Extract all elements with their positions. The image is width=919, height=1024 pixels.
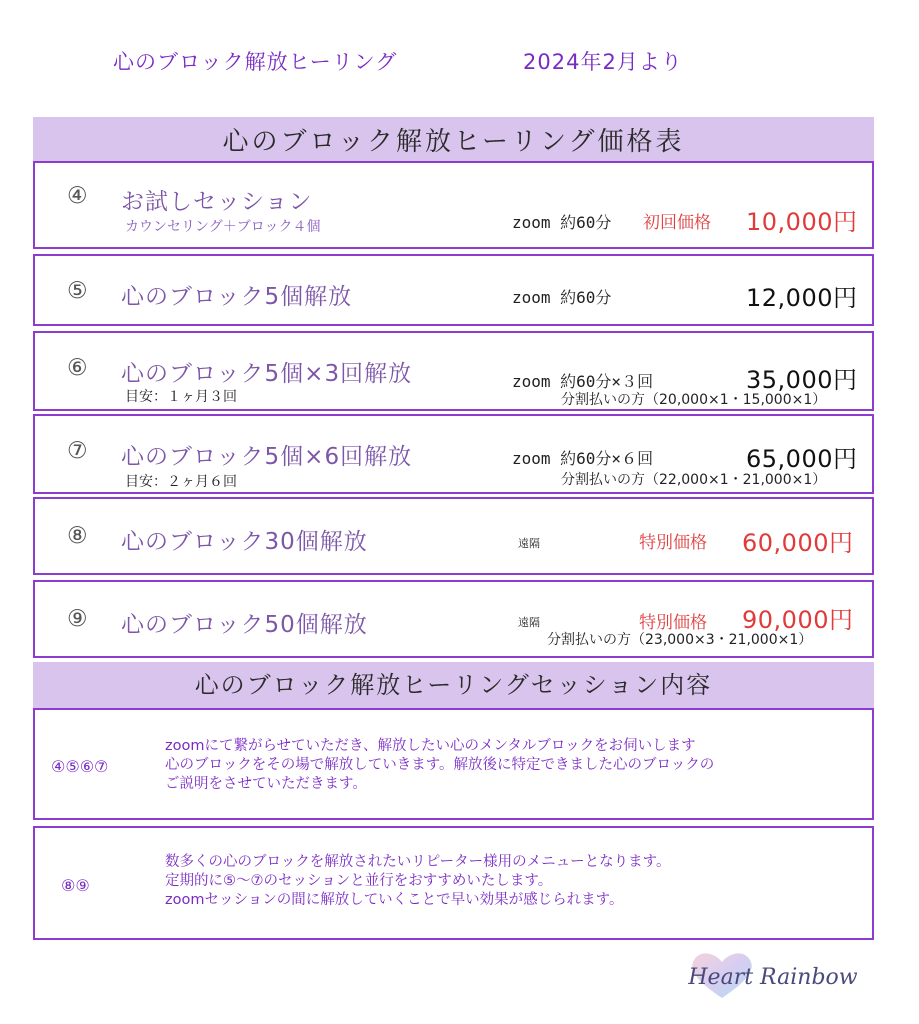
item-guide: 目安：１ヶ月３回 [125, 389, 237, 405]
content-block-89 [33, 826, 874, 940]
description-line: zoomにて繋がらせていただき、解放したい心のメンタルブロックをお伺いします [165, 738, 696, 754]
item-number: ④ [67, 183, 88, 209]
item-number: ⑧ [67, 523, 88, 549]
item-number: ⑦ [67, 438, 88, 464]
item-name: 心のブロック5個解放 [121, 284, 353, 310]
description-line: zoomセッションの間に解放していくことで早い効果が感じられます。 [165, 892, 624, 908]
content-numbers: ④⑤⑥⑦ [51, 757, 109, 776]
session-content-heading: 心のブロック解放ヒーリングセッション内容 [33, 662, 874, 708]
description-line: 定期的に⑤～⑦のセッションと並行をおすすめいたします。 [165, 873, 553, 889]
price-item-8 [33, 497, 874, 575]
installment-note: 分割払いの方（20,000×1・15,000×1） [561, 392, 827, 408]
description-line: 心のブロックをその場で解放していきます。解放後に特定できました心のブロックの [165, 757, 715, 773]
price-item-9 [33, 580, 874, 658]
page-title: 心のブロック解放ヒーリング [113, 50, 398, 74]
item-duration: zoom 約60分 [512, 213, 612, 232]
item-duration: 遠隔 [518, 616, 540, 629]
item-guide: 目安：２ヶ月６回 [125, 474, 237, 490]
item-name: 心のブロック5個×3回解放 [121, 361, 413, 387]
price-item-5 [33, 254, 874, 326]
item-number: ⑤ [67, 278, 88, 304]
item-duration: zoom 約60分×３回 [512, 372, 654, 391]
item-subtitle: カウンセリング＋ブロック４個 [125, 219, 321, 235]
item-name: 心のブロック5個×6回解放 [121, 444, 413, 470]
item-price: 90,000円 [742, 606, 854, 634]
price-item-4 [33, 161, 874, 249]
start-date: 2024年2月より [523, 50, 683, 74]
price-item-7 [33, 414, 874, 494]
logo-text: Heart Rainbow [688, 965, 858, 990]
item-price: 10,000円 [746, 208, 858, 236]
installment-note: 分割払いの方（22,000×1・21,000×1） [561, 472, 827, 488]
item-duration: 遠隔 [518, 537, 540, 550]
content-description [165, 853, 670, 910]
item-price: 60,000円 [742, 529, 854, 557]
item-number: ⑨ [67, 606, 88, 632]
description-line: 数多くの心のブロックを解放されたいリピーター様用のメニューとなります。 [165, 854, 671, 870]
item-name: お試しセッション [121, 189, 313, 215]
item-number: ⑥ [67, 355, 88, 381]
content-numbers: ⑧⑨ [61, 876, 90, 895]
special-price-tag: 特別価格 [639, 533, 707, 553]
special-price-tag: 特別価格 [639, 613, 707, 633]
first-time-price-tag: 初回価格 [643, 213, 711, 233]
item-duration: zoom 約60分×６回 [512, 449, 654, 468]
content-description [165, 737, 714, 794]
item-price: 35,000円 [746, 366, 858, 394]
installment-note: 分割払いの方（23,000×3・21,000×1） [547, 632, 813, 648]
content-block-4567 [33, 708, 874, 820]
price-item-6 [33, 331, 874, 411]
item-duration: zoom 約60分 [512, 288, 612, 307]
price-table-heading: 心のブロック解放ヒーリング価格表 [33, 117, 874, 161]
item-price: 12,000円 [746, 284, 858, 312]
description-line: ご説明をさせていただきます。 [165, 776, 367, 792]
heart-rainbow-logo [678, 946, 868, 1006]
item-name: 心のブロック30個解放 [121, 529, 368, 555]
item-name: 心のブロック50個解放 [121, 612, 368, 638]
item-price: 65,000円 [746, 445, 858, 473]
